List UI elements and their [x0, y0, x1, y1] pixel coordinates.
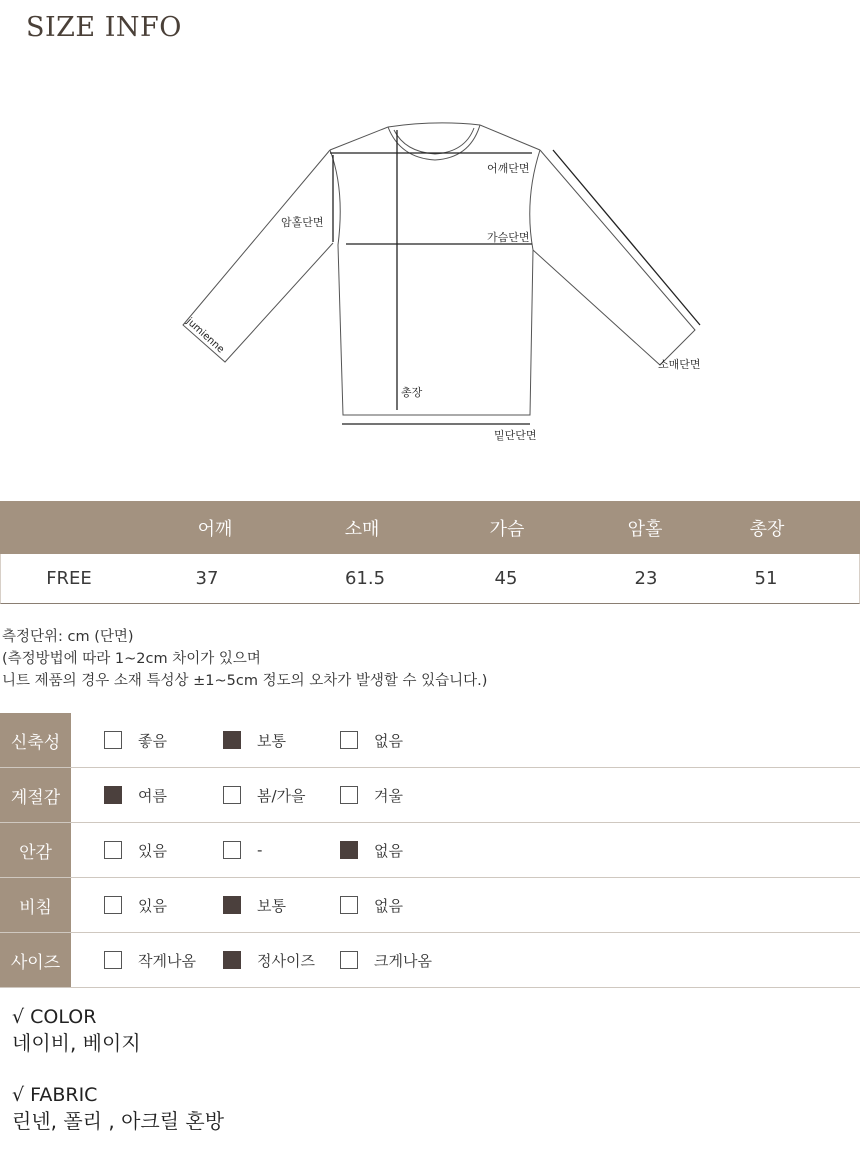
option-text: 없음 — [374, 896, 403, 915]
feature-option — [223, 823, 262, 877]
checkbox-icon — [104, 731, 122, 749]
option-text: 있음 — [138, 896, 167, 915]
feature-option — [223, 768, 306, 822]
option-text: 크게나옴 — [374, 951, 432, 970]
feature-option — [340, 878, 403, 932]
label-sleeve: 소매단면 — [658, 358, 701, 371]
note-line: 니트 제품의 경우 소재 특성상 ±1~5cm 정도의 오차가 발생할 수 있습니다.) — [2, 673, 488, 689]
color-section — [12, 1004, 141, 1056]
brand-label: jumienne — [183, 316, 227, 356]
table-row — [0, 554, 860, 604]
label-length: 총장 — [401, 386, 423, 399]
note-line: 측정단위: cm (단면) — [2, 629, 134, 645]
label-chest: 가슴단면 — [487, 231, 530, 244]
feature-table — [0, 713, 860, 988]
feature-option — [223, 713, 286, 767]
row-cell: 37 — [195, 568, 219, 589]
feature-row — [0, 823, 860, 878]
measurement-notes — [2, 626, 487, 692]
feature-option — [340, 768, 403, 822]
feature-option — [223, 933, 315, 987]
checkbox-icon — [104, 841, 122, 859]
checkbox-icon — [104, 951, 122, 969]
checkbox-icon — [340, 951, 358, 969]
row-cell: FREE — [46, 568, 92, 589]
fabric-section — [12, 1082, 224, 1134]
option-text: 봄/가을 — [257, 786, 306, 805]
feature-option — [104, 713, 167, 767]
option-text: 겨울 — [374, 786, 403, 805]
checkbox-icon — [223, 841, 241, 859]
label-hem: 밑단단면 — [494, 429, 537, 442]
feature-row — [0, 933, 860, 988]
header-cell: 어깨 — [197, 518, 233, 540]
option-text: - — [257, 841, 263, 859]
header-cell: 총장 — [749, 518, 785, 540]
size-table-header — [0, 501, 860, 554]
note-line: (측정방법에 따라 1~2cm 차이가 있으며 — [2, 651, 261, 667]
feature-label: 신축성 — [0, 713, 71, 767]
option-text: 보통 — [257, 731, 286, 750]
checkbox-icon — [104, 896, 122, 914]
checkbox-icon — [223, 786, 241, 804]
checkbox-checked-icon — [340, 841, 358, 859]
size-table — [0, 501, 860, 604]
color-value: 네이비, 베이지 — [12, 1031, 141, 1055]
option-text: 좋음 — [138, 731, 167, 750]
option-text: 없음 — [374, 841, 403, 860]
option-text: 보통 — [257, 896, 286, 915]
option-text: 작게나옴 — [138, 951, 196, 970]
page-title: SIZE INFO — [26, 12, 182, 43]
checkbox-checked-icon — [104, 786, 122, 804]
feature-option — [104, 823, 167, 877]
option-text: 있음 — [138, 841, 167, 860]
feature-option — [340, 823, 403, 877]
feature-label: 계절감 — [0, 768, 71, 822]
feature-row — [0, 768, 860, 823]
feature-option — [104, 933, 196, 987]
row-cell: 45 — [494, 568, 518, 589]
feature-row — [0, 878, 860, 933]
fabric-heading: √ FABRIC — [12, 1084, 98, 1106]
checkbox-checked-icon — [223, 896, 241, 914]
feature-label: 사이즈 — [0, 933, 71, 987]
feature-label: 비침 — [0, 878, 71, 932]
label-shoulder: 어깨단면 — [487, 162, 530, 175]
checkbox-icon — [340, 786, 358, 804]
header-cell: 암홀 — [627, 518, 663, 540]
checkbox-icon — [340, 731, 358, 749]
fabric-value: 린넨, 폴리 , 아크릴 혼방 — [12, 1109, 225, 1133]
feature-option — [104, 768, 167, 822]
garment-diagram — [0, 110, 860, 460]
row-cell: 51 — [754, 568, 778, 589]
checkbox-checked-icon — [223, 951, 241, 969]
option-text: 없음 — [374, 731, 403, 750]
option-text: 여름 — [138, 786, 167, 805]
feature-row — [0, 713, 860, 768]
checkbox-icon — [340, 896, 358, 914]
label-armhole: 암홀단면 — [281, 216, 324, 229]
feature-option — [340, 713, 403, 767]
feature-option — [104, 878, 167, 932]
option-text: 정사이즈 — [257, 951, 315, 970]
feature-option — [340, 933, 432, 987]
row-cell: 61.5 — [344, 568, 386, 589]
feature-option — [223, 878, 286, 932]
header-cell: 가슴 — [489, 518, 525, 540]
color-heading: √ COLOR — [12, 1006, 97, 1028]
header-cell: 소매 — [344, 518, 380, 540]
row-cell: 23 — [634, 568, 658, 589]
checkbox-checked-icon — [223, 731, 241, 749]
feature-label: 안감 — [0, 823, 71, 877]
